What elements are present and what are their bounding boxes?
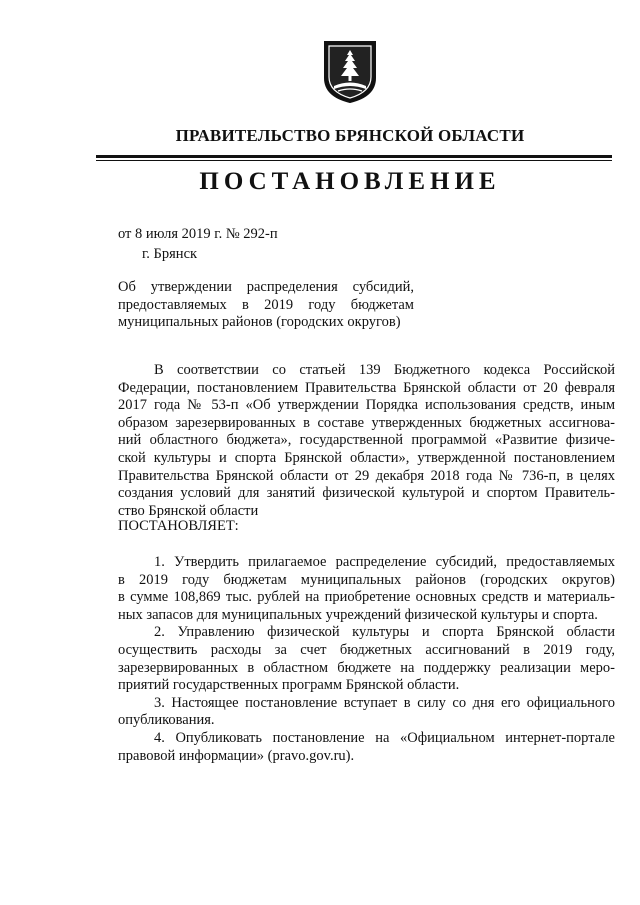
decree-word-text: ПОСТАНОВЛЯЕТ: [118,518,239,534]
preamble-paragraph [118,362,615,520]
item-line: правовой информации» (pravo.gov.ru). [118,747,355,764]
item-line: в сумме 108,869 тыс. рублей на приобретение основных средств и материаль- [118,589,615,606]
preamble-line: ство Брянской области [118,502,259,519]
preamble-line: 2017 года № 53-п «Об утверждении Порядка использования средств, иным [118,397,615,414]
document-city: г. Брянск [142,246,198,262]
preamble-line: В соответствии со статьей 139 Бюджетного кодекса Российской [154,362,615,378]
item-line: зарезервированных в областном бюджете на поддержку реализации меро- [118,659,615,676]
preamble-line: ний областного бюджета», государственной программой «Развитие физиче- [118,432,615,449]
item-line: ных запасов для муниципальных учреждений физической культуры и спорта. [118,606,598,623]
decree-word [118,518,615,536]
preamble-line: Федерации, постановлением Правительства Брянской области от 20 февраля [118,379,615,396]
subject-line: Об утверждении распределения субсидий, [118,279,414,295]
bryansk-coat-of-arms-icon [322,38,378,104]
item-line: опубликования. [118,712,215,729]
item-line: 4. Опубликовать постановление на «Официальном интернет-портале [154,729,615,746]
header-rule-thick [96,155,612,158]
item-line: 3. Настоящее постановление вступает в силу со дня его официального [154,694,615,711]
document-date-number: от 8 июля 2019 г. № 292-п [118,226,278,242]
subject-line: предоставляемых в 2019 году бюджетам [118,296,414,313]
preamble-line: создания условий для занятий физической культурой и спортом Правитель- [118,485,615,502]
header-rule-thin [96,160,612,161]
item-line: осуществить расходы за счет бюджетных ассигнований в 2019 году, [118,641,615,658]
org-title: ПРАВИТЕЛЬСТВО БРЯНСКОЙ ОБЛАСТИ [175,126,525,145]
item-line: в 2019 году бюджетам муниципальных районов (городских округов) [118,571,615,588]
decree-items [118,554,615,765]
preamble-line: ской культуры и спорта Брянской области», утвержденной постановлением [118,449,615,466]
document-subject [118,279,414,332]
item-line: 1. Утвердить прилагаемое распределение субсидий, предоставляемых [154,554,615,570]
preamble-line: образом зарезервированных в составе утвержденных бюджетных ассигнова- [118,414,615,431]
subject-line: муниципальных районов (городских округов) [118,314,401,330]
document-type: ПОСТАНОВЛЕНИЕ [199,168,501,195]
item-line: 2. Управлению физической культуры и спорта Брянской области [154,624,615,641]
item-line: приятий государственных программ Брянской области. [118,677,460,694]
preamble-line: Правительства Брянской области от 29 декабря 2018 года № 736-п, в целях [118,467,615,484]
